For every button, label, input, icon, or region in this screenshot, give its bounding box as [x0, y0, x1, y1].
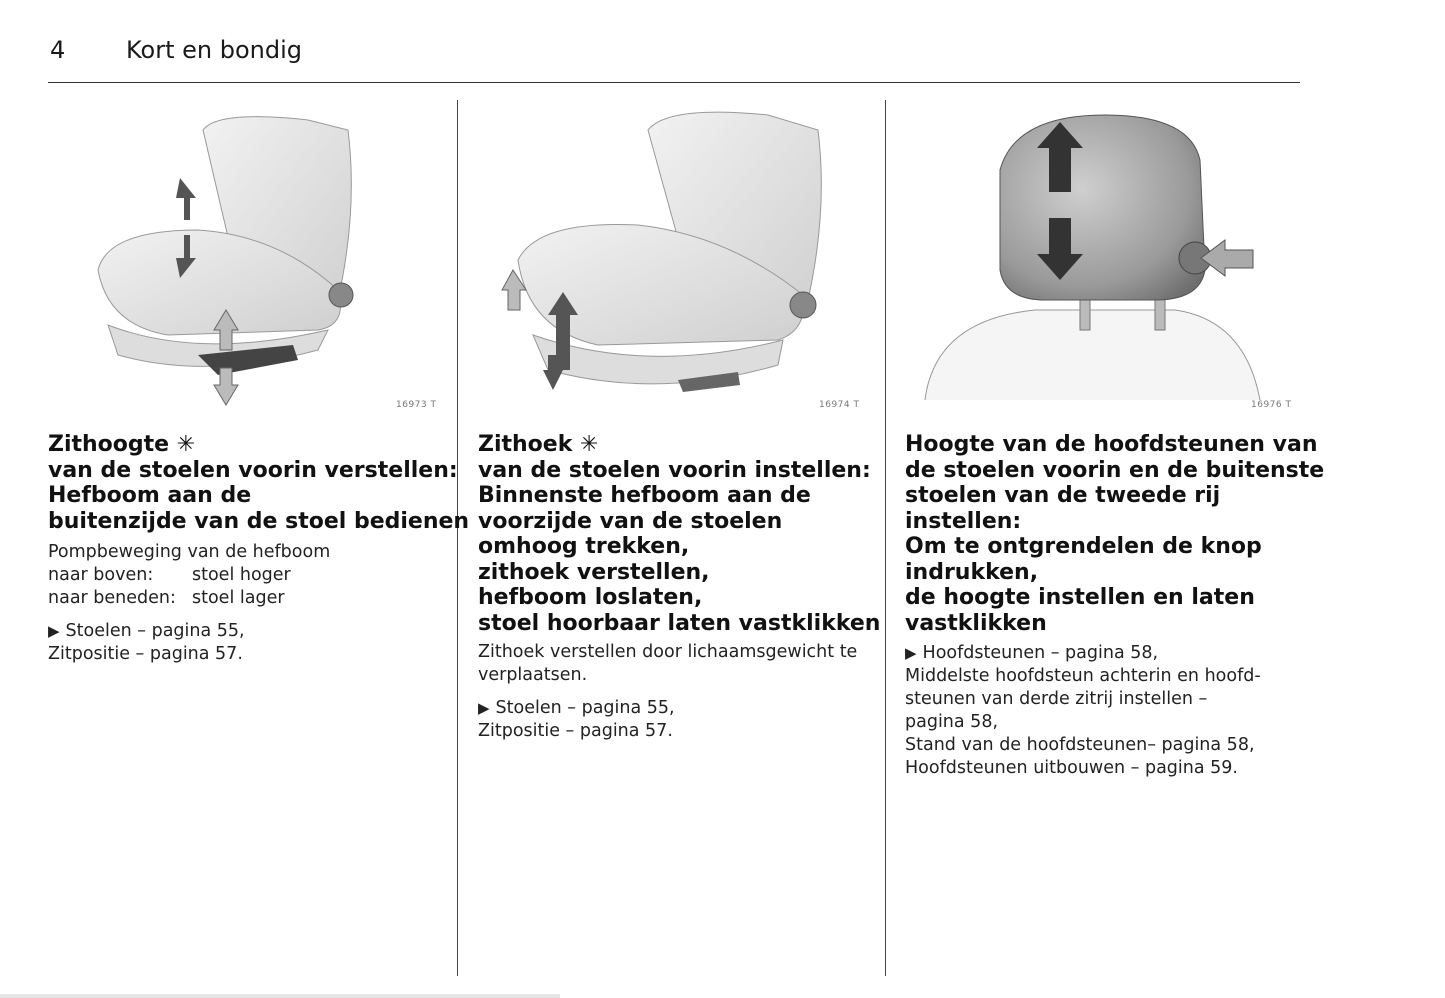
- figure-id: 16974 T: [819, 400, 860, 410]
- page-header: [48, 30, 1300, 83]
- heading: [48, 432, 469, 534]
- reference-link[interactable]: Middelste hoofdsteun achterin en hoofd-: [905, 666, 1261, 686]
- column-divider: [885, 100, 886, 976]
- row: [48, 587, 330, 610]
- reference-link[interactable]: Stoelen – pagina 55,: [65, 621, 245, 641]
- seat-height-illustration: [48, 100, 448, 415]
- row-key: naar beneden:: [48, 588, 176, 608]
- heading-line: Hefboom aan de: [48, 483, 252, 508]
- reference-link[interactable]: Stoelen – pagina 55,: [495, 698, 675, 718]
- reference-link[interactable]: Stand van de hoofdsteunen– pagina 58,: [905, 735, 1255, 755]
- reference-link[interactable]: pagina 58,: [905, 712, 999, 732]
- release-button-arrow-icon: [1201, 240, 1253, 276]
- heading-line: van de stoelen voorin verstellen:: [48, 457, 458, 483]
- heading-line: Hoogte van de hoofdsteunen van: [905, 432, 1318, 457]
- heading-line: stoelen van de tweede rij: [905, 483, 1221, 508]
- seat-angle-illustration: [478, 100, 878, 415]
- body-text: [478, 641, 857, 743]
- row-key: naar boven:: [48, 565, 154, 585]
- heading-line: stoel hoorbaar laten vastklikken: [478, 610, 881, 636]
- heading-line: Om te ontgrendelen de knop: [905, 534, 1262, 559]
- heading-line: zithoek verstellen,: [478, 559, 710, 585]
- heading-line: de hoogte instellen en laten: [905, 585, 1255, 610]
- heading-line: indrukken,: [905, 559, 1039, 585]
- heading-line: Zithoek ✳: [478, 432, 599, 457]
- reference-link[interactable]: Zitpositie – pagina 57.: [48, 644, 243, 664]
- headrest-illustration: [905, 100, 1300, 415]
- reference-link[interactable]: Zitpositie – pagina 57.: [478, 721, 673, 741]
- page-number: 4: [50, 36, 66, 64]
- body-line: verplaatsen.: [478, 665, 588, 685]
- body-text: [905, 642, 1261, 780]
- triangle-right-icon: ▶: [48, 622, 60, 640]
- heading-line: buitenzijde van de stoel bedienen: [48, 508, 470, 534]
- heading-line: omhoog trekken,: [478, 534, 690, 559]
- heading-line: vastklikken: [905, 610, 1047, 636]
- heading-line: voorzijde van de stoelen: [478, 508, 783, 534]
- heading: [478, 432, 880, 636]
- row: [48, 564, 330, 587]
- triangle-right-icon: ▶: [905, 644, 917, 662]
- intro-line: Pompbeweging van de hefboom: [48, 542, 331, 562]
- heading-line: Zithoogte ✳: [48, 432, 196, 457]
- heading: [905, 432, 1324, 636]
- heading-line: van de stoelen voorin instellen:: [478, 457, 871, 483]
- arrow-up-icon: [176, 178, 196, 220]
- page-bottom-shade: [0, 994, 560, 998]
- row-value: stoel lager: [192, 588, 285, 608]
- heading-line: hefboom loslaten,: [478, 585, 703, 610]
- reference-link[interactable]: Hoofdsteunen – pagina 58,: [922, 643, 1159, 663]
- reference-link[interactable]: steunen van derde zitrij instellen –: [905, 689, 1208, 709]
- column-divider: [457, 100, 458, 976]
- body-text: [48, 541, 330, 666]
- row-value: stoel hoger: [192, 565, 291, 585]
- figure-id: 16976 T: [1251, 400, 1292, 410]
- heading-line: de stoelen voorin en de buitenste: [905, 457, 1325, 483]
- reference-link[interactable]: Hoofdsteunen uitbouwen – pagina 59.: [905, 758, 1238, 778]
- figure-id: 16973 T: [396, 400, 437, 410]
- heading-line: instellen:: [905, 508, 1022, 534]
- section-title: Kort en bondig: [126, 36, 303, 64]
- heading-line: Binnenste hefboom aan de: [478, 483, 811, 508]
- body-line: Zithoek verstellen door lichaamsgewicht te: [478, 642, 858, 662]
- triangle-right-icon: ▶: [478, 699, 490, 717]
